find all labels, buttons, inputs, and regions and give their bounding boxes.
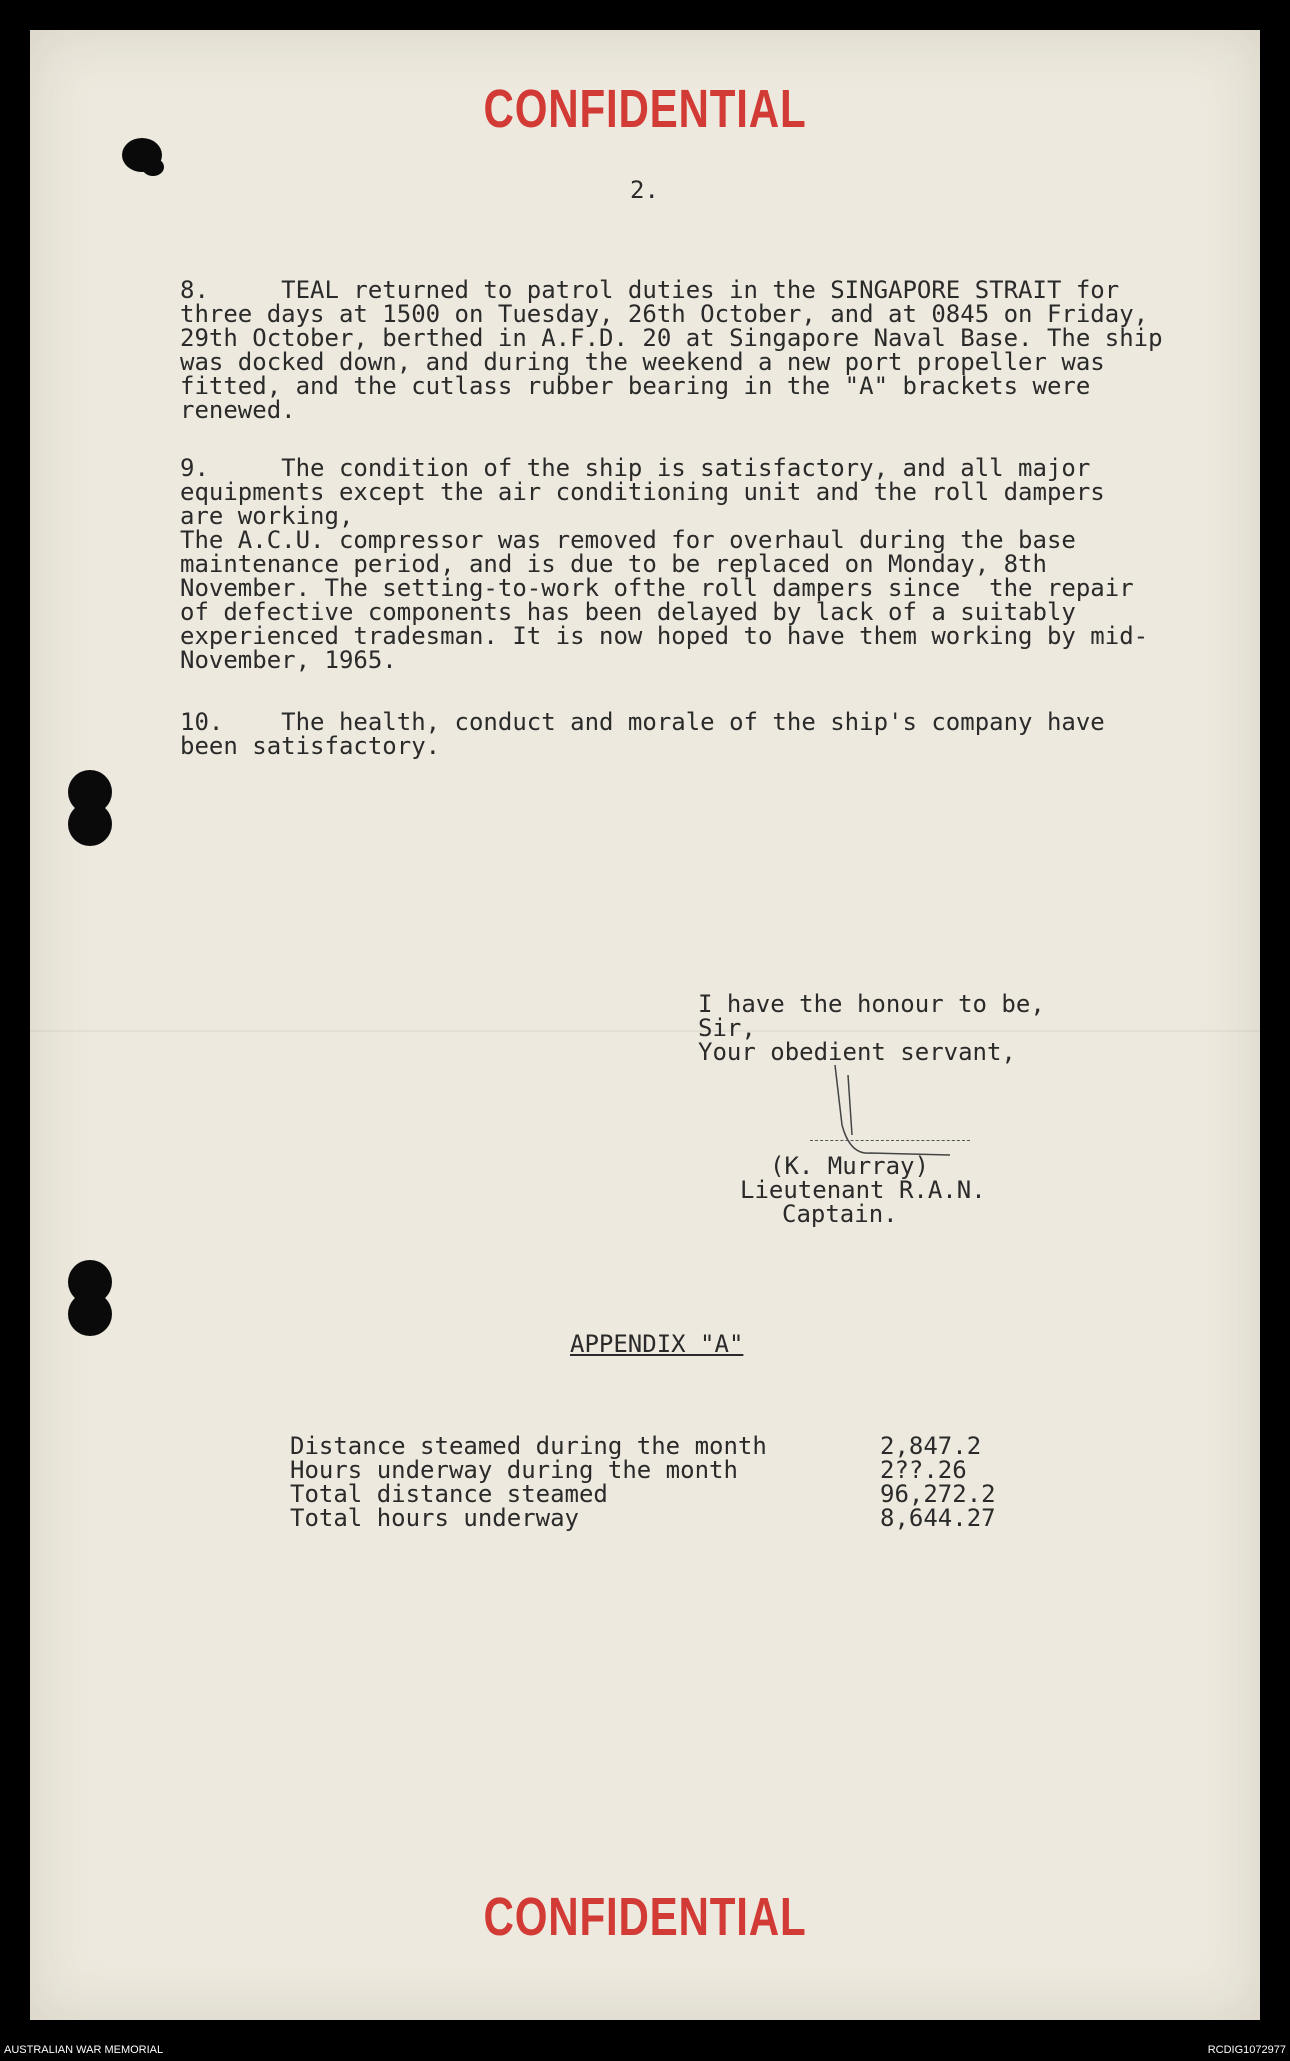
signatory-name: (K. Murray) (770, 1152, 929, 1180)
appendix-row-label: Distance steamed during the month (290, 1432, 767, 1460)
paragraph-line: of defective components has been delayed by lack of a suitably (180, 598, 1076, 626)
closing-servant: Your obedient servant, (698, 1038, 1016, 1066)
appendix-row-value: 2,847.2 (880, 1432, 982, 1460)
paragraph-line: 9. The condition of the ship is satisfactory, and all major (180, 454, 1091, 482)
paragraph-line: 8. TEAL returned to patrol duties in the SINGAPORE STRAIT for (180, 276, 1120, 304)
appendix-row (290, 1432, 1030, 1460)
paragraph-8 (180, 278, 1260, 422)
paragraph-line: been satisfactory. (180, 732, 441, 760)
appendix-title: APPENDIX "A" (570, 1330, 744, 1358)
punch-hole (68, 1292, 112, 1336)
appendix-row-label: Total hours underway (290, 1504, 579, 1532)
closing-sir: Sir, (698, 1014, 756, 1042)
paragraph-line: renewed. (180, 396, 296, 424)
closing-honour: I have the honour to be, (698, 990, 1045, 1018)
signature-stroke (835, 1065, 950, 1155)
confidential-stamp-bottom: CONFIDENTIAL (483, 1887, 807, 1947)
appendix-row-label: Total distance steamed (290, 1480, 608, 1508)
paragraph-line: The A.C.U. compressor was removed for overhaul during the base (180, 526, 1076, 554)
paragraph-9 (180, 456, 1260, 672)
paragraph-line: was docked down, and during the weekend a new port propeller was (180, 348, 1105, 376)
paragraph-10 (180, 710, 1260, 758)
page-number: 2. (630, 176, 659, 204)
appendix-row-value: 8,644.27 (880, 1504, 996, 1532)
appendix-row (290, 1480, 1030, 1508)
appendix-row (290, 1504, 1030, 1532)
record-id: RCDIG1072977 (1207, 2044, 1286, 2056)
ink-blot (142, 158, 164, 176)
signature-line (810, 1140, 970, 1141)
paragraph-line: equipments except the air conditioning unit and the roll dampers (180, 478, 1105, 506)
paragraph-line: 10. The health, conduct and morale of the ship's company have (180, 708, 1105, 736)
paragraph-line: maintenance period, and is due to be replaced on Monday, 8th (180, 550, 1047, 578)
appendix-row (290, 1456, 1030, 1484)
archive-label: AUSTRALIAN WAR MEMORIAL (4, 2044, 164, 2056)
appendix-row-value: 96,272.2 (880, 1480, 996, 1508)
paragraph-line: fitted, and the cutlass rubber bearing in the "A" brackets were (180, 372, 1091, 400)
paragraph-line: experienced tradesman. It is now hoped to have them working by mid- (180, 622, 1149, 650)
paragraph-line: three days at 1500 on Tuesday, 26th October, and at 0845 on Friday, (180, 300, 1149, 328)
paragraph-line: November. The setting-to-work ofthe roll dampers since the repair (180, 574, 1134, 602)
document-page (30, 30, 1260, 2020)
paragraph-line: are working, (180, 502, 354, 530)
punch-hole (68, 802, 112, 846)
signature (790, 1055, 990, 1165)
appendix-row-label: Hours underway during the month (290, 1456, 738, 1484)
signatory-title: Captain. (782, 1200, 898, 1228)
paragraph-line: 29th October, berthed in A.F.D. 20 at Singapore Naval Base. The ship (180, 324, 1163, 352)
signatory-rank: Lieutenant R.A.N. (740, 1176, 986, 1204)
page-fold (30, 1030, 1260, 1032)
confidential-stamp-top: CONFIDENTIAL (483, 79, 807, 139)
paragraph-line: November, 1965. (180, 646, 397, 674)
appendix-row-value: 2??.26 (880, 1456, 967, 1484)
